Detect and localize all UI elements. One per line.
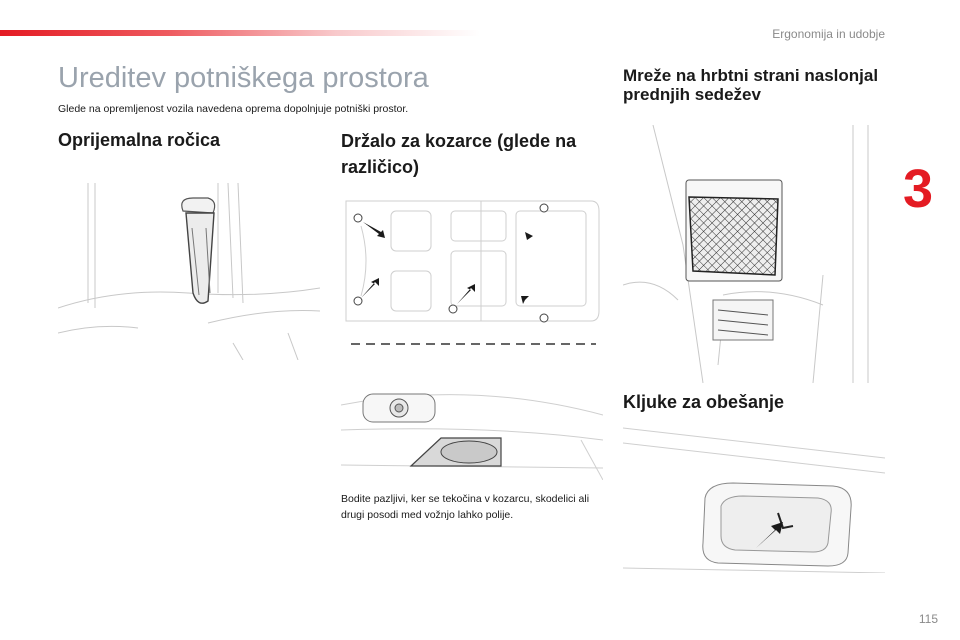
intro-text: Glede na opremljenost vozila navedena oprema dopolnjuje potniški prostor. [58, 103, 409, 115]
hooks-heading: Kljuke za obešanje [623, 392, 785, 412]
seat-net-illustration [623, 125, 885, 383]
chapter-number: 3 [903, 159, 934, 219]
page-number: 115 [918, 612, 938, 626]
section-title: Ergonomija in udobje [772, 27, 885, 41]
grab-handle-illustration [58, 183, 320, 360]
coat-hook-illustration [623, 418, 885, 573]
seat-nets-heading: Mreže na hrbtni strani naslonjal prednjih sedežev [623, 66, 879, 104]
cup-holder-warning: Bodite pazljivi, ker se tekočina v kozarcu, skodelici ali drugi posodi med vožnjo lahko polije. [341, 493, 590, 521]
page-title: Ureditev potniškega prostora [58, 62, 429, 94]
grab-handles-heading: Oprijemalna ročica [58, 130, 221, 150]
cup-holders-heading: Držalo za kozarce (glede na različico) [341, 131, 577, 177]
header-accent-bar [0, 30, 480, 36]
cup-holder-illustration [341, 380, 603, 480]
van-cup-holder-locations-illustration [341, 196, 603, 348]
